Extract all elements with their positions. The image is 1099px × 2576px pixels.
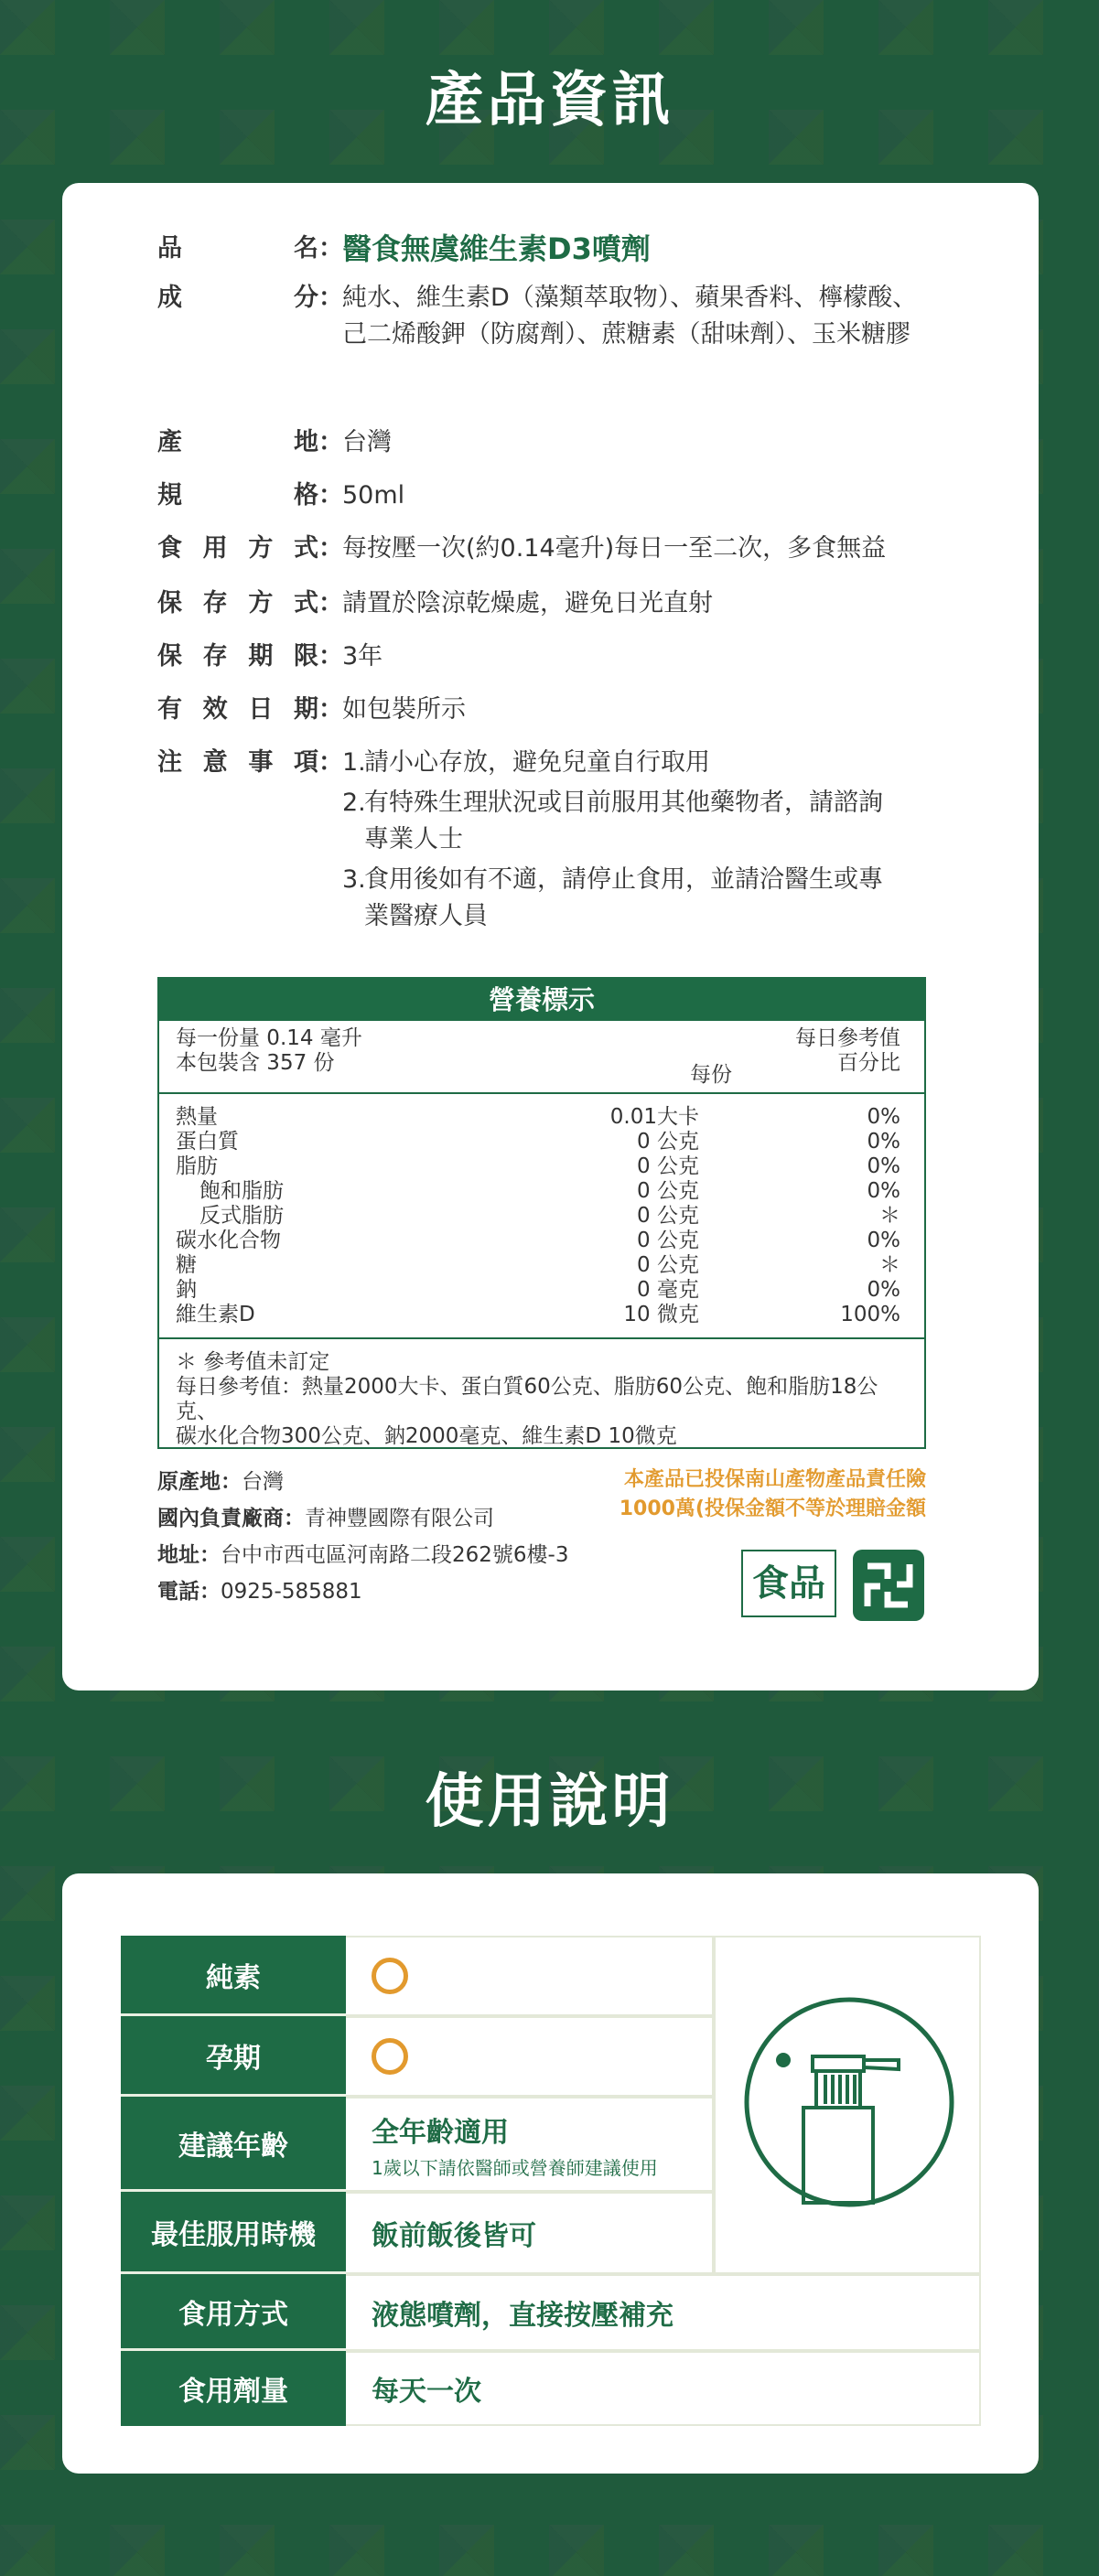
usage-card <box>62 1873 1039 2474</box>
usage-table <box>121 1936 981 2426</box>
usage-value: 每天一次 <box>346 2351 981 2426</box>
nutrient-row: 飽和脂肪 0 公克 0% <box>199 1179 900 1203</box>
usage-value: 飯前飯後皆可 <box>346 2192 714 2274</box>
ingredients-value: 純水、維生素D（藻類萃取物）、蘋果香料、檸檬酸、 己二烯酸鉀（防腐劑）、蔗糖素（甜味劑）、玉米糖膠 <box>342 284 918 349</box>
row-shelf-life: 保 存 期 限 ： 3年 <box>157 639 928 675</box>
method-value: 每按壓一次(約0.14毫升)每日一至二次，多食無益 <box>342 534 887 563</box>
usage-value <box>346 2016 714 2097</box>
note-item: 2. 有特殊生理狀況或目前服用其他藥物者，請諮詢 專業人士 <box>342 789 883 853</box>
circle-icon <box>372 1958 408 1994</box>
usage-value <box>346 1936 714 2016</box>
nutrient-row: 鈉 0 毫克 0% <box>176 1278 900 1302</box>
nutrient-row: 反式脂肪 0 公克 ＊ <box>199 1204 900 1228</box>
row-expiry: 有 效 日 期 ： 如包裝所示 <box>157 692 928 728</box>
nutrition-table <box>157 977 926 1449</box>
nutrition-title: 營養標示 <box>159 979 924 1021</box>
product-info-card <box>62 183 1039 1690</box>
contact-info <box>157 1464 568 1610</box>
usage-label: 食用劑量 <box>121 2351 346 2426</box>
row-origin: 產 地 ： 台灣 <box>157 424 928 461</box>
usage-label: 最佳服用時機 <box>121 2192 346 2274</box>
nutrient-row: 熱量 0.01大卡 0% <box>176 1105 900 1129</box>
usage-label: 建議年齡 <box>121 2097 346 2192</box>
row-name: 品 名 ： 醫食無虞維生素D3噴劑 <box>157 231 928 267</box>
origin-line: 原產地：台灣 <box>157 1470 284 1494</box>
usage-label: 純素 <box>121 1936 346 2016</box>
nutrient-row: 脂肪 0 公克 0% <box>176 1154 900 1178</box>
row-spec: 規 格 ： 50ml <box>157 478 928 514</box>
servings-per-pack: 本包裝含 357 份 <box>176 1051 335 1075</box>
product-info-title: 產品資訊 <box>425 67 674 134</box>
origin-value: 台灣 <box>342 428 392 456</box>
spray-bottle-icon <box>741 1994 957 2210</box>
circle-icon <box>372 2038 408 2075</box>
note-item: 3. 食用後如有不適，請停止食用，並請洽醫生或專 業醫療人員 <box>342 865 883 930</box>
nutrition-serving <box>159 1021 924 1094</box>
nutrition-rows <box>159 1094 924 1339</box>
serving-size: 每一份量 0.14 毫升 <box>176 1026 362 1050</box>
expiry-value: 如包裝所示 <box>342 695 466 724</box>
product-name: 醫食無虞維生素D3噴劑 <box>342 231 651 266</box>
usage-value: 液態噴劑，直接按壓補充 <box>346 2274 981 2351</box>
usage-label: 孕期 <box>121 2016 346 2097</box>
nutrient-row: 碳水化合物 0 公克 0% <box>176 1229 900 1252</box>
nutrient-row: 維生素D 10 微克 100% <box>176 1303 900 1326</box>
nutrition-footnote: ＊ 參考值未訂定 每日參考值：熱量2000大卡、蛋白質60公克、脂肪60公克、飽和脂肪18公克、 碳水化合物300公克、鈉2000毫克、維生素D 10微克 <box>176 1350 878 1448</box>
row-storage: 保 存 方 式 ： 請置於陰涼乾燥處，避免日光直射 <box>157 585 928 622</box>
nutrient-row: 糖 0 公克 ＊ <box>176 1253 900 1277</box>
recycle-icon <box>851 1548 926 1623</box>
row-label: 成 分 <box>157 284 318 312</box>
notes-list <box>342 745 928 935</box>
per-serving-header: 每份 <box>690 1063 732 1087</box>
usage-label: 食用方式 <box>121 2274 346 2351</box>
address-line: 地址：台中市西屯區河南路二段262號6樓-3 <box>157 1543 569 1567</box>
insurance-notice: 本產品已投保南山產物產品責任險 1000萬(投保金額不等於理賠金額 <box>619 1468 926 1520</box>
usage-title: 使用說明 <box>425 1768 674 1836</box>
row-label: 品 名 <box>157 234 318 263</box>
daily-value-pct-header: 百分比 <box>837 1051 900 1075</box>
daily-value-header: 每日參考值 <box>795 1026 900 1050</box>
row-method: 食 用 方 式 ： 每按壓一次(約0.14毫升)每日一至二次，多食無益 <box>157 531 928 567</box>
spray-icon-box <box>714 1936 981 2274</box>
nutrient-row: 蛋白質 0 公克 0% <box>176 1130 900 1154</box>
note-item: 1. 請小心存放，避免兒童自行取用 <box>342 748 710 777</box>
storage-value: 請置於陰涼乾燥處，避免日光直射 <box>342 589 713 617</box>
row-notes: 注 意 事 項 ： 1. 請小心存放，避免兒童自行取用 2. 有特殊生理狀況或目前服用其他藥物者，請諮詢 專業人士 3. 食用後如有不適，請停止食用，並請洽醫生或專 業醫療人員 <box>157 745 928 935</box>
company-line: 國內負責廠商：青神豐國際有限公司 <box>157 1507 494 1530</box>
shelf-life-value: 3年 <box>342 642 383 671</box>
row-ingredients: 成 分 ： 純水、維生素D（藻類萃取物）、蘋果香料、檸檬酸、 己二烯酸鉀（防腐劑）、蔗糖素（甜味劑）、玉米糖膠 <box>157 280 928 353</box>
phone-line: 電話：0925-585881 <box>157 1580 362 1604</box>
food-badge: 食品 <box>741 1550 836 1617</box>
usage-value: 全年齡適用 1歲以下請依醫師或營養師建議使用 <box>346 2097 714 2192</box>
spec-value: 50ml <box>342 481 405 510</box>
